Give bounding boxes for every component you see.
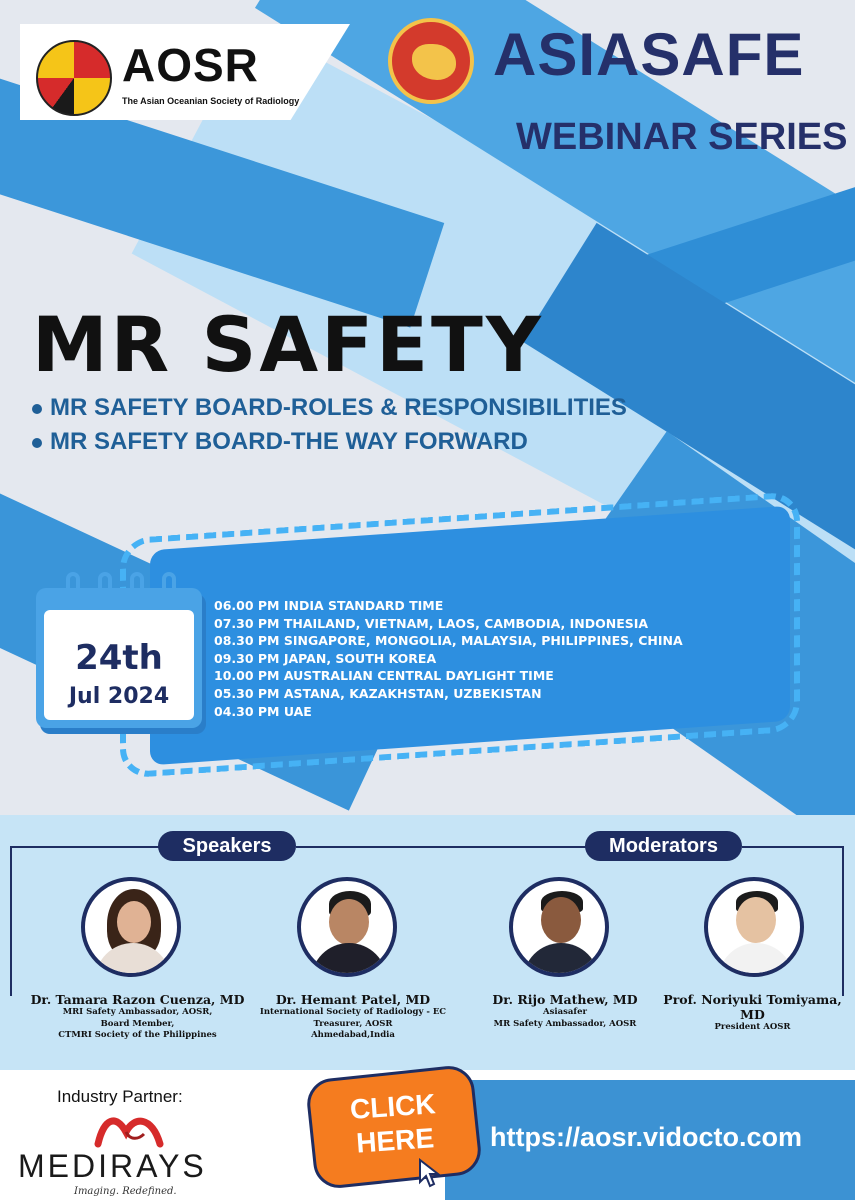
speaker-photo <box>81 877 181 977</box>
moderators-heading: Moderators <box>585 831 742 861</box>
bullet-icon <box>32 438 42 448</box>
speaker-role: CTMRI Society of the Philippines <box>58 1030 217 1040</box>
topic-item: MR SAFETY BOARD-THE WAY FORWARD <box>32 428 528 456</box>
moderator-role: Asiasafer <box>543 1007 587 1017</box>
aosr-logo-text: AOSR <box>122 39 259 91</box>
click-here-label[interactable]: CLICK HERE <box>349 1088 437 1159</box>
registration-link[interactable]: https://aosr.vidocto.com <box>490 1122 803 1152</box>
moderator-name: Prof. Noriyuki Tomiyama, <box>663 992 842 1007</box>
medirays-tagline: Imaging. Redefined. <box>74 1186 177 1197</box>
divider <box>10 846 160 848</box>
webinar-series-label: WEBINAR SERIES <box>516 116 848 158</box>
divider <box>296 846 586 848</box>
moderator-name: MD <box>740 1007 765 1022</box>
divider <box>842 846 844 996</box>
speaker-role: MRI Safety Ambassador, AOSR, <box>62 1007 213 1017</box>
speaker-role: Ahmedabad,India <box>311 1030 395 1040</box>
speakers-heading: Speakers <box>158 831 296 861</box>
schedule-times <box>214 597 683 720</box>
speaker-photo <box>297 877 397 977</box>
speaker-role: International Society of Radiology - EC <box>259 1007 447 1017</box>
industry-partner-label: Industry Partner: <box>57 1087 183 1106</box>
event-title: MR SAFETY <box>32 300 544 389</box>
asiasafe-globe-icon <box>388 18 474 104</box>
moderator-name: Dr. Rijo Mathew, MD <box>492 992 638 1007</box>
bullet-icon <box>32 404 42 414</box>
medirays-logo-icon <box>94 1110 164 1150</box>
time-row: 04.30 PM UAE <box>214 703 312 719</box>
moderator-role: President AOSR <box>714 1022 791 1032</box>
topic-item: MR SAFETY BOARD-ROLES & RESPONSIBILITIES <box>32 394 627 422</box>
asiasafe-title: ASIASAFE <box>493 21 805 88</box>
calendar-icon <box>36 588 202 734</box>
speaker-name: Dr. Tamara Razon Cuenza, MD <box>30 992 245 1007</box>
divider <box>10 846 12 996</box>
speaker-role: Board Member, <box>100 1018 175 1029</box>
speaker-role: Treasurer, AOSR <box>313 1018 393 1029</box>
event-month-year: Jul 2024 <box>68 684 170 709</box>
moderator-card <box>475 992 655 1030</box>
time-row: 08.30 PM SINGAPORE, MONGOLIA, MALAYSIA, PHILIPPINES, CHINA <box>214 633 683 649</box>
time-row: 10.00 PM AUSTRALIAN CENTRAL DAYLIGHT TIME <box>214 668 554 684</box>
moderator-photo <box>509 877 609 977</box>
time-row: 05.30 PM ASTANA, KAZAKHSTAN, UZBEKISTAN <box>214 685 542 701</box>
speaker-card <box>248 992 458 1042</box>
moderator-card <box>655 992 850 1034</box>
moderator-photo <box>704 877 804 977</box>
cursor-icon <box>418 1158 440 1188</box>
speaker-card <box>25 992 250 1042</box>
speaker-name: Dr. Hemant Patel, MD <box>275 992 431 1007</box>
aosr-subtitle: The Asian Oceanian Society of Radiology <box>122 96 300 106</box>
divider <box>742 846 844 848</box>
time-row: 09.30 PM JAPAN, SOUTH KOREA <box>214 650 437 666</box>
aosr-globe-icon <box>36 40 112 116</box>
time-row: 07.30 PM THAILAND, VIETNAM, LAOS, CAMBODIA, INDONESIA <box>214 615 649 631</box>
moderator-role: MR Safety Ambassador, AOSR <box>493 1018 637 1029</box>
medirays-logo-text: MEDIRAYS <box>18 1148 207 1184</box>
time-row: 06.00 PM INDIA STANDARD TIME <box>214 598 444 613</box>
event-day: 24th <box>75 638 163 678</box>
